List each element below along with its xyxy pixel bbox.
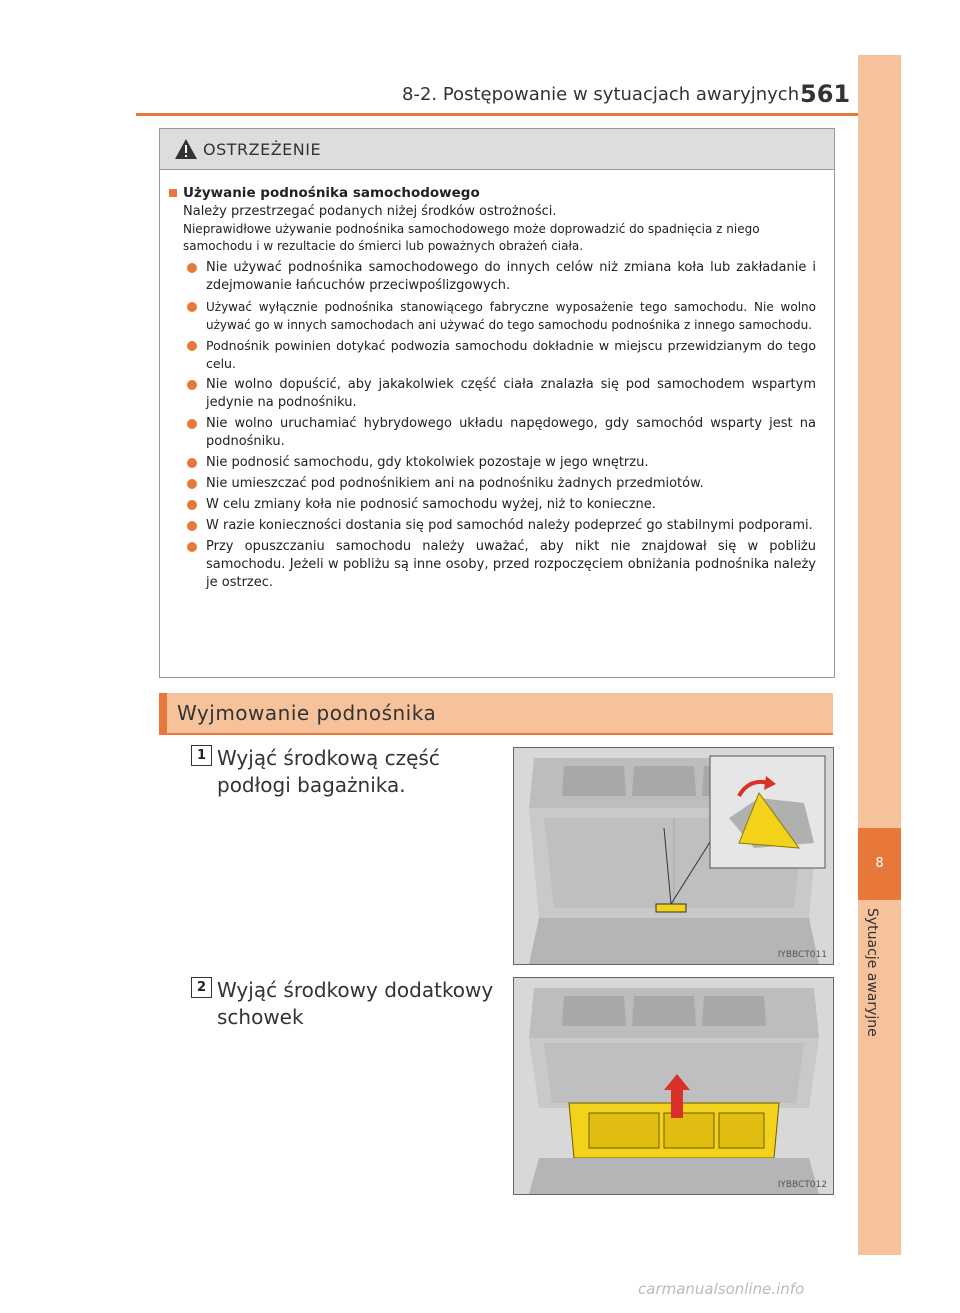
warning-bullet: Przy opuszczaniu samochodu należy uważać, aby nikt nie znajdował się w pobliżu samochodu. Jeżeli w pobliżu są inne osoby, przed rozpoczęciem obniżania podnośnika należy je ostrzec. [169,538,820,592]
header-section-title: 8-2. Postępowanie w sytuacjach awaryjnych [402,84,800,105]
step-number-2: 2 [191,977,212,998]
warning-subheading-row [169,184,820,203]
warning-bullet: Podnośnik powinien dotykać podwozia samochodu dokładnie w miejscu przewidzianym do tego celu. [169,337,820,373]
step-number-1: 1 [191,745,212,766]
warning-intro-1: Należy przestrzegać podanych niżej środków ostrożności. [183,204,557,219]
warning-bullet: Nie wolno uruchamiać hybrydowego układu napędowego, gdy samochód wsparty jest na podnośniku. [169,415,820,451]
storage-box-illustration [514,978,833,1194]
warning-body [160,170,834,592]
warning-bullet: Nie wolno dopuścić, aby jakakolwiek część ciała znalazła się pod samochodem wspartym jedynie na podnośniku. [169,376,820,412]
section-title: Wyjmowanie podnośnika [177,701,437,725]
header-rule [136,113,858,116]
warning-bullet: Używać wyłącznie podnośnika stanowiącego fabryczne wyposażenie tego samochodu. Nie wolno używać go w innych samochodach ani używać do tego samochodu podnośnika z innego samochodu. [169,298,820,334]
warning-triangle-icon [174,138,198,160]
watermark: carmanualsonline.info [638,1280,805,1298]
warning-subheading: Używanie podnośnika samochodowego [183,185,480,201]
warning-box [159,128,835,678]
step-text-1: Wyjąć środkową część podłogi bagażnika. [217,746,440,797]
trunk-floor-figure [513,747,834,965]
chapter-number: 8 [858,828,901,900]
storage-box-figure [513,977,834,1195]
warning-bullet: W razie konieczności dostania się pod samochód należy podeprzeć go stabilnymi podporami. [169,517,820,535]
figure-code-2: IYBBCT012 [777,1180,827,1190]
trunk-floor-illustration [514,748,833,964]
warning-bullet: Nie używać podnośnika samochodowego do innych celów niż zmiana koła lub zakładanie i zdejmowanie łańcuchów przeciwpoślizgowych. [169,259,820,295]
section-heading-bar [159,693,833,735]
warning-title: OSTRZEŻENIE [203,140,322,159]
chapter-title: Sytuacje awaryjne [864,908,880,1037]
warning-bullet: Nie umieszczać pod podnośnikiem ani na podnośniku żadnych przedmiotów. [169,475,820,493]
page-number: 561 [800,80,851,108]
step-text-2: Wyjąć środkowy dodatkowy schowek [217,978,494,1029]
warning-header [160,129,834,170]
chapter-side-tab [858,55,901,1255]
square-bullet-icon [169,189,177,197]
warning-bullet: Nie podnosić samochodu, gdy ktokolwiek pozostaje w jego wnętrzu. [169,454,820,472]
figure-code-1: IYBBCT011 [777,950,827,960]
warning-intro-2: Nieprawidłowe używanie podnośnika samochodowego może doprowadzić do spadnięcia z niego samochodu i w rezultacie do śmierci lub poważnych obrażeń ciała. [183,222,760,253]
warning-bullet-list [169,259,820,592]
warning-bullet: W celu zmiany koła nie podnosić samochodu wyżej, niż to konieczne. [169,496,820,514]
